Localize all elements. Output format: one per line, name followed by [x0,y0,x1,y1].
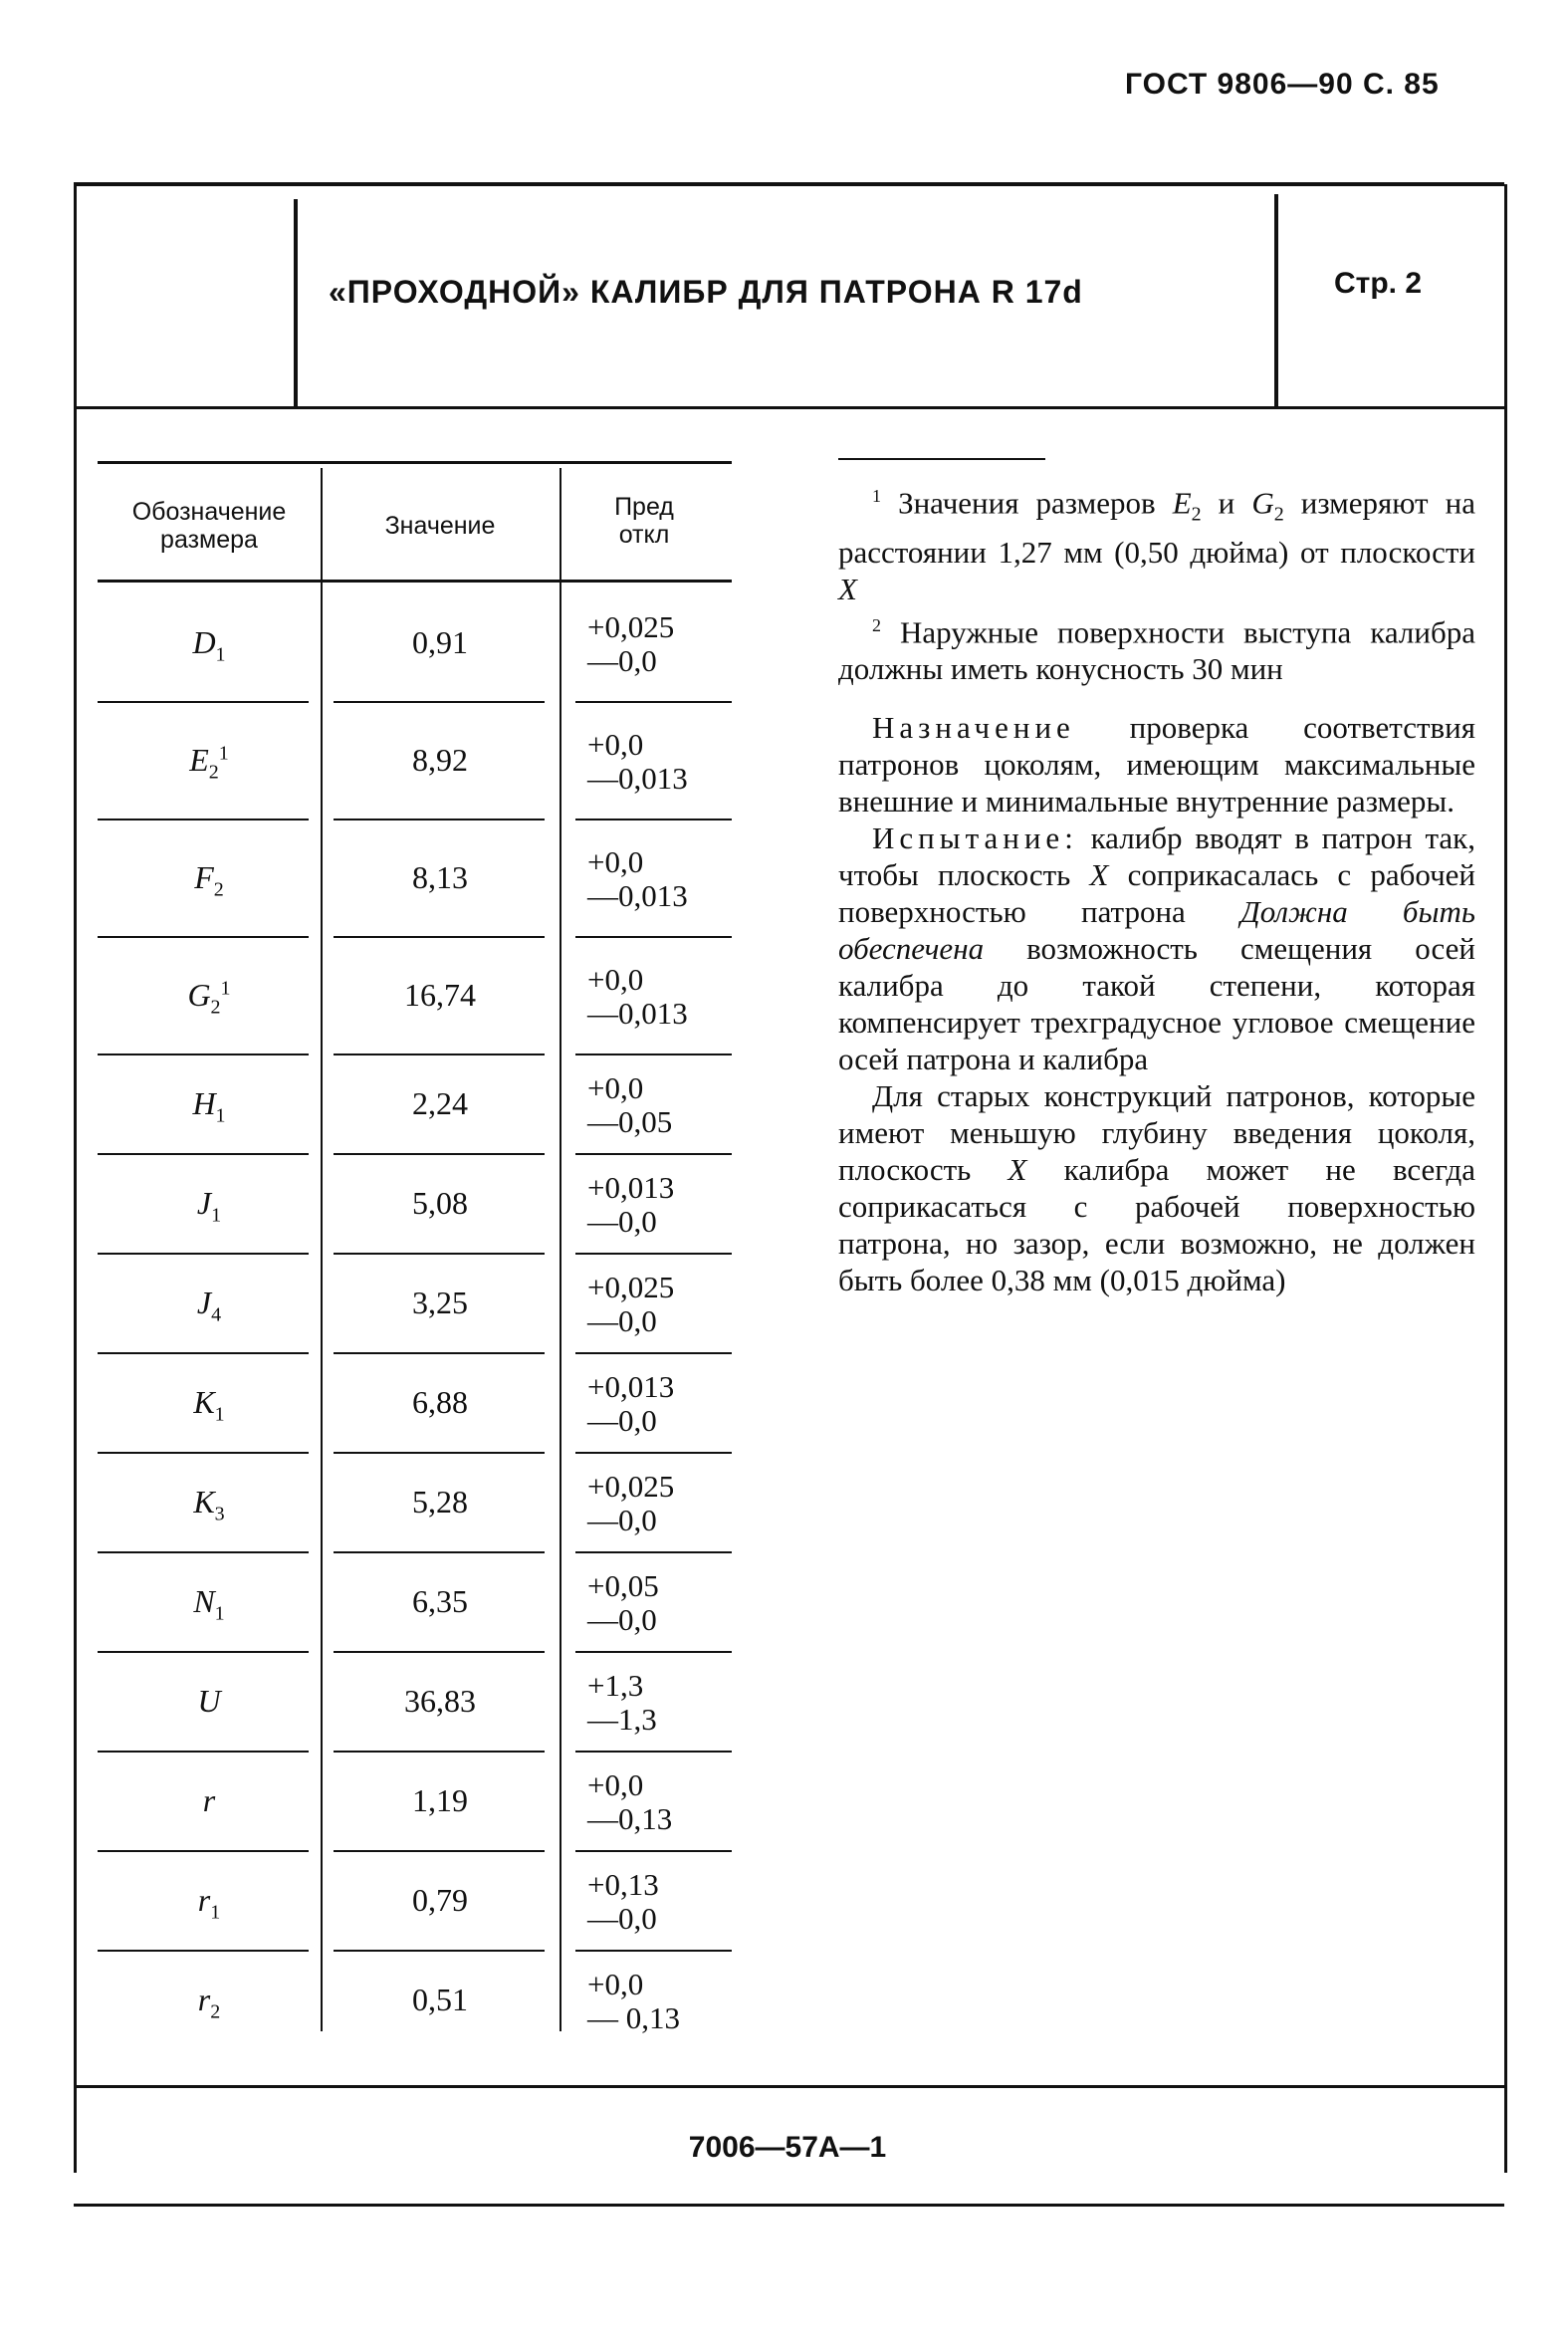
row-9-separator-left [98,1651,309,1653]
table-top-line [98,461,732,464]
row-5-designation [98,1185,321,1227]
row-10-symbol: U [197,1683,221,1719]
row-7-subscript: 1 [214,1403,225,1426]
row-6-separator-mid [334,1352,545,1354]
row-1-upper-deviation: +0,0 [587,727,644,762]
footnote-1-g: G [1251,485,1274,521]
row-8-lower-deviation: —0,0 [587,1503,657,1537]
footnote-1-and: и [1201,485,1252,521]
row-2-symbol: F [194,859,214,895]
row-12-subscript: 1 [210,1901,221,1924]
footer-top-line [74,2085,1504,2088]
row-8-value: 5,28 [412,1484,468,1520]
row-0-designation [98,624,321,666]
footnote-1 [838,478,1475,607]
row-13-deviation [587,1968,680,2035]
row-4-value: 2,24 [412,1085,468,1121]
row-12-symbol: r [197,1882,211,1918]
row-8-designation [98,1484,321,1525]
row-10-deviation [587,1669,657,1737]
test-label: Испытание: [872,819,1078,855]
header-designation [98,498,321,554]
row-0-value: 0,91 [412,624,468,660]
row-11-separator-mid [334,1850,545,1852]
row-9-subscript: 1 [214,1602,225,1625]
row-6-lower-deviation: —0,0 [587,1303,657,1338]
row-3-separator-left [98,1053,309,1055]
row-4-subscript: 1 [215,1104,226,1127]
row-7-upper-deviation: +0,013 [587,1369,675,1404]
footnote-1-text-a: Значения размеров [898,485,1173,521]
footer-bottom-line [74,2204,1504,2207]
row-10-upper-deviation: +1,3 [587,1668,644,1703]
header-deviation-line-1: Пред [614,493,674,521]
header-deviation [560,493,729,549]
row-6-subscript: 4 [211,1303,222,1326]
row-13-symbol: r [197,1982,211,2017]
row-3-deviation [587,963,688,1031]
footnote-1-g-sub: 2 [1273,503,1284,526]
row-13-value: 0,51 [412,1982,468,2017]
row-9-symbol: N [193,1583,215,1619]
test-paragraph [838,819,1475,1077]
row-5-lower-deviation: —0,0 [587,1204,657,1239]
row-8-symbol: K [193,1484,215,1520]
row-6-symbol: J [196,1285,212,1320]
row-2-separator-mid [334,936,545,938]
row-3-lower-deviation: —0,013 [587,996,688,1031]
header-divider-left [294,199,298,406]
row-3-superscript: 1 [220,977,231,1000]
row-8-deviation [587,1470,674,1537]
footnote-1-x: X [838,571,857,606]
row-2-separator-right [575,936,732,938]
header-designation-line-2: размера [160,526,258,554]
row-6-value: 3,25 [412,1285,468,1320]
row-7-deviation [587,1370,674,1438]
row-6-separator-right [575,1352,732,1354]
gauge-title: «ПРОХОДНОЙ» КАЛИБР ДЛЯ ПАТРОНА R 17d [329,274,1083,310]
old-designs-paragraph [838,1077,1475,1298]
row-4-separator-right [575,1153,732,1155]
row-13-lower-deviation: — 0,13 [587,2000,680,2035]
row-3-separator-mid [334,1053,545,1055]
row-8-separator-left [98,1551,309,1553]
footnote-2 [838,607,1475,687]
row-12-separator-mid [334,1950,545,1952]
row-8-subscript: 3 [214,1503,225,1525]
header-designation-line-1: Обозначение [131,498,287,526]
row-2-separator-left [98,936,309,938]
row-1-superscript: 1 [218,742,229,765]
row-11-deviation [587,1768,672,1836]
row-8-separator-mid [334,1551,545,1553]
test-text-b: соприкасалась с рабочей поверхностью патрона [838,856,1476,929]
row-7-lower-deviation: —0,0 [587,1403,657,1438]
footnote-2-mark: 2 [872,614,881,635]
row-5-deviation [587,1171,674,1239]
old-x: X [1008,1151,1027,1187]
row-4-designation [98,1085,321,1127]
row-9-deviation [587,1569,659,1637]
row-2-deviation [587,845,688,913]
row-0-symbol: D [192,624,216,660]
footnote-1-e: E [1172,485,1192,521]
row-9-value: 6,35 [412,1583,468,1619]
row-0-deviation [587,610,674,678]
row-3-designation [98,977,321,1019]
header-divider-right [1274,194,1278,406]
row-4-separator-left [98,1153,309,1155]
row-6-designation [98,1285,321,1326]
row-12-value: 0,79 [412,1882,468,1918]
row-7-symbol: K [193,1384,215,1420]
row-5-separator-left [98,1253,309,1255]
old-text-a: Для старых конструкций патронов, которые имеют меньшую глубину введения цоколя, плоскость [838,1077,1475,1187]
row-7-separator-left [98,1452,309,1454]
row-12-lower-deviation: —0,0 [587,1901,657,1936]
row-1-subscript: 2 [208,761,219,784]
row-12-upper-deviation: +0,13 [587,1867,659,1902]
row-11-separator-right [575,1850,732,1852]
row-4-separator-mid [334,1153,545,1155]
purpose-label: Назначение [872,709,1075,745]
row-11-upper-deviation: +0,0 [587,1767,644,1802]
row-9-lower-deviation: —0,0 [587,1602,657,1637]
row-0-separator-mid [334,701,545,703]
row-12-designation [98,1882,321,1924]
row-2-value: 8,13 [412,859,468,895]
page-label: Стр. 2 [1334,267,1423,300]
row-11-symbol: r [202,1782,216,1818]
row-6-separator-left [98,1352,309,1354]
row-9-separator-right [575,1651,732,1653]
row-5-upper-deviation: +0,013 [587,1170,675,1205]
old-text-b: калибра может не всегда соприкасаться с рабочей поверхностью патрона, но зазор, если возможно, не должен быть более 0,38 мм (0,015 дюйма) [838,1151,1476,1297]
row-7-designation [98,1384,321,1426]
row-11-value: 1,19 [412,1782,468,1818]
row-12-separator-right [575,1950,732,1952]
row-0-lower-deviation: —0,0 [587,643,657,678]
row-3-value: 16,74 [404,977,476,1013]
row-9-upper-deviation: +0,05 [587,1568,659,1603]
row-10-value: 36,83 [404,1683,476,1719]
row-10-designation [98,1683,321,1725]
row-0-subscript: 1 [215,643,226,666]
row-3-separator-right [575,1053,732,1055]
row-0-upper-deviation: +0,025 [587,609,675,644]
row-0-separator-right [575,701,732,703]
row-12-deviation [587,1868,659,1936]
row-4-symbol: H [192,1085,216,1121]
row-1-separator-mid [334,819,545,820]
test-italic: Должна быть обеспечена [838,893,1476,966]
row-1-separator-left [98,819,309,820]
row-2-upper-deviation: +0,0 [587,844,644,879]
footer-code: 7006—57А—1 [688,2131,887,2164]
row-2-subscript: 2 [213,878,224,901]
row-1-deviation [587,728,688,796]
row-3-subscript: 2 [210,996,221,1019]
row-12-separator-left [98,1950,309,1952]
row-1-value: 8,92 [412,742,468,778]
row-5-value: 5,08 [412,1185,468,1221]
row-10-separator-mid [334,1751,545,1753]
purpose-text: проверка соответствия патронов цоколям, имеющим максимальные внешние и минимальные внутренние размеры. [838,709,1475,819]
test-text-c: возможность смещения осей калибра до такой степени, которая компенсирует трехградусное угловое смещение осей патрона и калибра [838,930,1475,1076]
row-1-lower-deviation: —0,013 [587,761,688,796]
row-5-symbol: J [196,1185,212,1221]
row-5-subscript: 1 [211,1204,222,1227]
row-4-upper-deviation: +0,0 [587,1070,644,1105]
test-x: X [1089,856,1109,892]
page-header: ГОСТ 9806—90 С. 85 [1125,68,1440,101]
footnote-1-mark: 1 [872,486,881,506]
row-5-separator-right [575,1253,732,1255]
header-bottom-line [74,406,1504,409]
row-8-separator-right [575,1551,732,1553]
test-text-a: калибр вводят в патрон так, чтобы плоскость [838,819,1475,892]
row-10-lower-deviation: —1,3 [587,1702,657,1737]
row-10-separator-right [575,1751,732,1753]
frame-top-line [74,182,1504,186]
row-2-designation [98,859,321,901]
row-11-separator-left [98,1850,309,1852]
footnote-2-text: Наружные поверхности выступа калибра должны иметь конусность 30 мин [838,613,1476,686]
row-7-value: 6,88 [412,1384,468,1420]
row-6-upper-deviation: +0,025 [587,1270,675,1304]
row-11-designation [98,1782,321,1824]
row-7-separator-right [575,1452,732,1454]
row-10-separator-left [98,1751,309,1753]
row-1-designation [98,742,321,784]
row-7-separator-mid [334,1452,545,1454]
row-11-lower-deviation: —0,13 [587,1801,673,1836]
row-13-designation [98,1982,321,2023]
table-header-line [98,580,732,583]
footnote-1-e-sub: 2 [1191,503,1202,526]
row-3-upper-deviation: +0,0 [587,962,644,997]
row-13-subscript: 2 [210,2000,221,2023]
row-4-lower-deviation: —0,05 [587,1104,673,1139]
row-4-deviation [587,1071,672,1139]
row-5-separator-mid [334,1253,545,1255]
row-1-symbol: E [189,742,209,778]
footnote-1-text-b: измеряют на расстоянии 1,27 мм (0,50 дюйма) от плоскости [838,485,1476,570]
row-9-separator-mid [334,1651,545,1653]
footnote-rule [838,458,1045,460]
notes-block [838,478,1475,1298]
table-col-line-2 [560,468,561,2031]
row-2-lower-deviation: —0,013 [587,878,688,913]
row-8-upper-deviation: +0,025 [587,1469,675,1504]
row-1-separator-right [575,819,732,820]
row-9-designation [98,1583,321,1625]
row-6-deviation [587,1271,674,1338]
header-value: Значение [384,512,496,540]
purpose-paragraph [838,709,1475,819]
header-deviation-line-2: откл [618,521,670,549]
row-13-upper-deviation: +0,0 [587,1967,644,2001]
row-0-separator-left [98,701,309,703]
row-3-symbol: G [187,977,211,1013]
